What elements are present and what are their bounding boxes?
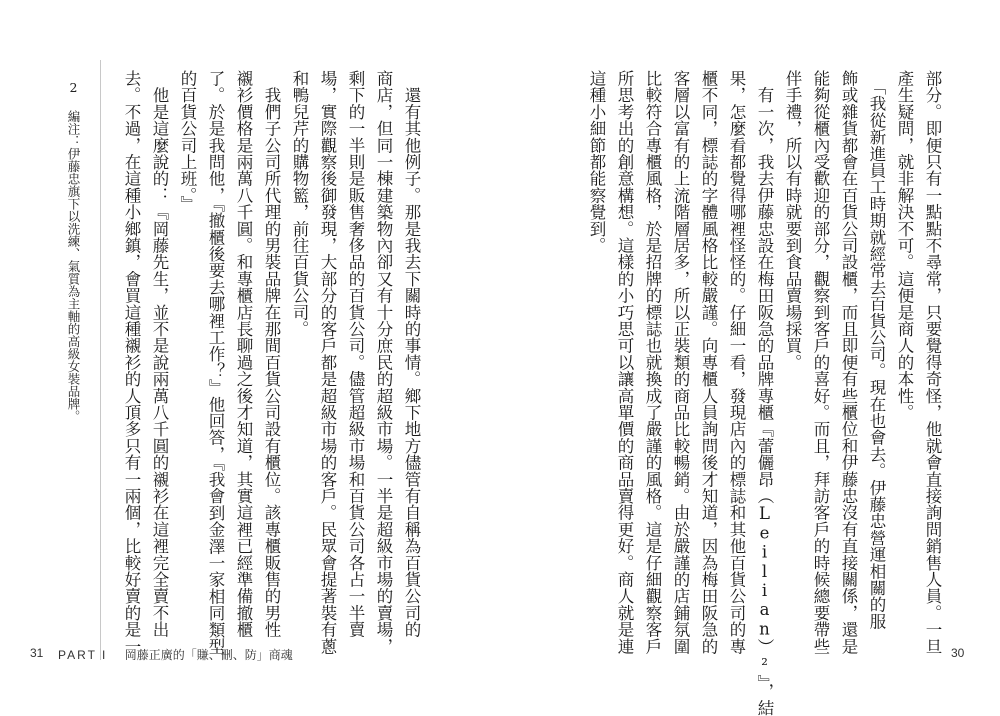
body-line: 飾或雜貨都會在百貨公司設櫃，而且即便有些櫃位和伊藤忠沒有直接關係，還是 bbox=[839, 70, 858, 655]
running-head-title: 岡藤正廣的「賺、刪、防」商魂 bbox=[124, 648, 293, 662]
body-line: 商店，但同一棟建築物內卻又有十分庶民的超級市場。一半是超級市場的賣場， bbox=[374, 70, 393, 655]
body-line: 果，怎麼看都覺得哪裡怪怪的。仔細一看，發現店內的標誌和其他百貨公司的專 bbox=[727, 70, 746, 655]
body-line: 這種小細節都能察覺到。 bbox=[587, 70, 606, 254]
body-line: 有一次，我去伊藤忠設在梅田阪急的品牌專櫃『蕾儷昂（Leilian）²』，結 bbox=[755, 70, 774, 716]
body-line: 了。於是我問他，『撤櫃後要去哪裡工作？』他回答，『我會到金澤一家相同類型 bbox=[206, 70, 225, 655]
body-line: 場，實際觀察後御發現，大部分的客戶都是超級市場的客戶。民眾會提著裝有蔥 bbox=[318, 70, 337, 655]
footnote: 2 編注：伊藤忠旗下以洗練、氣質為主軸的高級女裝品牌。 bbox=[66, 80, 81, 423]
body-line: 剩下的一半則是販售奢侈品的百貨公司。儘管超級市場和百貨公司各占一半賣 bbox=[346, 70, 365, 638]
body-line: 伴手禮，所以有時就要到食品賣場採買。 bbox=[783, 70, 802, 371]
body-line: 我們子公司所代理的男裝品牌在那間百貨公司設有櫃位。該專櫃販售的男性 bbox=[262, 70, 281, 638]
right-page bbox=[500, 0, 1000, 716]
body-line: 所思考出的創意構想。這樣的小巧思可以讓高單價的商品賣得更好。商人就是連 bbox=[615, 70, 634, 655]
body-line: 客層以富有的上流階層居多，所以正裝類的商品比較暢銷。由於嚴謹的店鋪氛圍 bbox=[671, 70, 690, 655]
left-page bbox=[0, 0, 500, 709]
body-line: 部分。即便只有一點點不尋常，只要覺得奇怪，他就會直接詢問銷售人員。一旦 bbox=[923, 70, 942, 655]
body-line: 襯衫價格是兩萬八千圓。和專櫃店長聊過之後才知道，其實這裡已經準備撤櫃 bbox=[234, 70, 253, 638]
footnote-divider bbox=[100, 60, 101, 660]
body-line: 他是這麼說的：『岡藤先生，並不是說兩萬八千圓的襯衫在這裡完全賣不出 bbox=[150, 70, 169, 638]
running-head-part: PART I bbox=[58, 648, 108, 662]
body-line: 產生疑問，就非解決不可。這便是商人的本性。 bbox=[895, 70, 914, 421]
body-line: 和鴨兒芹的購物籃，前往百貨公司。 bbox=[290, 70, 309, 338]
running-head bbox=[58, 646, 293, 663]
page-number-left: 31 bbox=[30, 646, 44, 660]
body-line: 的百貨公司上班。』 bbox=[178, 70, 197, 213]
body-line: 「我從新進員工時期就經常去百貨公司。現在也會去。伊藤忠營運相關的服 bbox=[867, 70, 886, 630]
body-line: 還有其他例子。那是我去下關時的事情。鄉下地方儘管有自稱為百貨公司的 bbox=[402, 70, 421, 638]
page-number-right: 30 bbox=[951, 646, 965, 660]
body-line: 比較符合專櫃風格，於是招牌的標誌也就換成了嚴謹的風格。這是仔細觀察客戶 bbox=[643, 70, 662, 655]
body-line: 能夠從櫃內受歡迎的部分，觀察到客戶的喜好。而且，拜訪客戶的時候總要帶些 bbox=[811, 70, 830, 655]
body-line: 去。不過，在這種小鄉鎮，會買這種襯衫的人頂多只有一兩個，比較好賣的是一 bbox=[122, 70, 141, 655]
body-line: 櫃不同，標誌的字體風格比較嚴謹。向專櫃人員詢問後才知道，因為梅田阪急的 bbox=[699, 70, 718, 655]
